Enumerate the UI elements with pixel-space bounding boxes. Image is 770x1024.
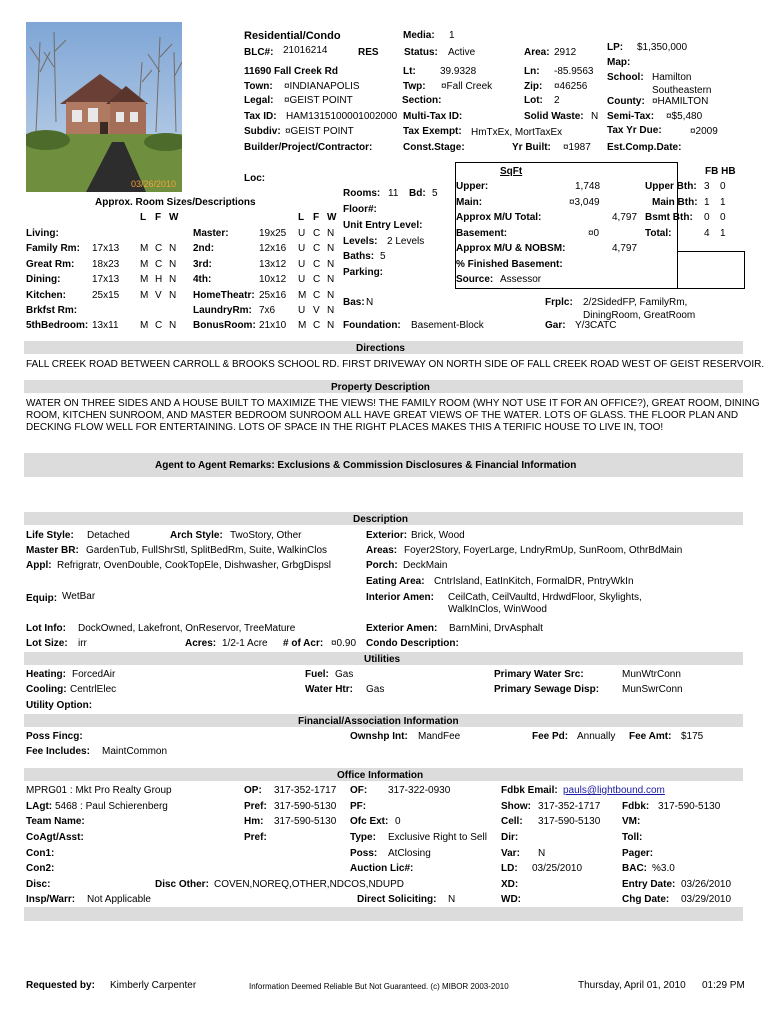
field-value: WetBar (62, 591, 96, 602)
field-value: ¤GEIST POINT (284, 95, 353, 106)
field-value: V (313, 305, 320, 316)
field-value: 2 Levels (387, 236, 425, 247)
field-label: Est.Comp.Date: (607, 142, 682, 153)
field-value: M (140, 274, 149, 285)
field-value: CentrlElec (70, 684, 117, 695)
field-label: XD: (501, 879, 519, 890)
field-value: M (298, 320, 307, 331)
field-label: Insp/Warr: (26, 894, 76, 905)
field-value: N (327, 305, 335, 316)
field-value: N (327, 228, 335, 239)
field-value: ROOM, KITCHEN SUNROOM, AND MASTER BEDROOM SUNROOM ALL HAVE GREAT VIEWS OF THE WATER. LOTS OF GLASS. THE FLOOR PLAN AND (26, 410, 739, 421)
field-label: Financial/Association Information (298, 716, 459, 727)
field-value: U (298, 259, 306, 270)
field-value: U (298, 243, 306, 254)
field-label: Tax Exempt: (403, 126, 462, 137)
field-value: HAM1315100001002000 (286, 111, 398, 122)
field-label: Lt: (403, 66, 416, 77)
photo-date-stamp: 03/26/2010 (130, 179, 176, 189)
field-value: C (155, 320, 163, 331)
field-value: 25x15 (92, 290, 120, 301)
field-value: U (298, 305, 306, 316)
field-label: Kitchen: (26, 290, 66, 301)
field-label: Tax Yr Due: (607, 125, 662, 136)
field-label: Utility Option: (26, 700, 93, 711)
field-label: Bsmt Bth: (645, 212, 693, 223)
field-value: 03/29/2010 (681, 894, 732, 905)
field-value: V (155, 290, 162, 301)
field-label: Con2: (26, 863, 55, 874)
field-value: ¤2009 (690, 126, 718, 137)
field-label: PF: (350, 801, 367, 812)
field-label: Section: (402, 95, 442, 106)
field-value: 1 (720, 228, 726, 239)
field-value: MunWtrConn (622, 669, 681, 680)
field-value: 5468 : Paul Schierenberg (55, 801, 168, 812)
field-value: N (327, 274, 335, 285)
field-label: Var: (501, 848, 520, 859)
field-label: Zip: (524, 81, 543, 92)
field-label: Arch Style: (170, 530, 223, 541)
field-value: AtClosing (388, 848, 431, 859)
field-value: C (155, 259, 163, 270)
field-label: Condo Description: (366, 638, 459, 649)
field-label: LD: (501, 863, 518, 874)
field-value: C (313, 290, 321, 301)
field-label: 4th: (193, 274, 212, 285)
field-value: 21x10 (259, 320, 287, 331)
field-value: C (313, 228, 321, 239)
field-value: C (313, 320, 321, 331)
field-label: Poss Fincg: (26, 731, 83, 742)
field-label: County: (607, 96, 645, 107)
field-label: School: (607, 72, 644, 83)
field-label: Exterior Amen: (366, 623, 438, 634)
field-value: TwoStory, Other (230, 530, 302, 541)
field-value: N (327, 243, 335, 254)
field-value: Hamilton (652, 72, 692, 83)
field-value: DockOwned, Lakefront, OnReservor, TreeMature (78, 623, 296, 634)
field-value: 13x11 (92, 320, 119, 331)
field-label: Team Name: (26, 816, 85, 827)
field-value: N (169, 320, 177, 331)
field-value: 0 (704, 212, 710, 223)
field-label: BAC: (622, 863, 647, 874)
field-label: 5thBedroom: (26, 320, 89, 331)
field-value: N (366, 297, 374, 308)
field-label: W (169, 212, 179, 223)
field-label: Semi-Tax: (607, 111, 655, 122)
field-label: Approx M/U Total: (456, 212, 542, 223)
field-label: Ln: (524, 66, 540, 77)
field-label: Approx M/U & NOBSM: (456, 243, 566, 254)
field-label: Legal: (244, 95, 274, 106)
field-value: M (140, 259, 149, 270)
field-value: N (169, 259, 177, 270)
field-value: ForcedAir (72, 669, 116, 680)
field-value: 317-322-0930 (388, 785, 451, 796)
field-label: Agent to Agent Remarks: Exclusions & Commission Disclosures & Financial Information (155, 460, 577, 471)
field-value: Gas (335, 669, 354, 680)
field-value: C (313, 274, 321, 285)
field-value: 17x13 (92, 243, 120, 254)
field-label: Main: (456, 197, 483, 208)
field-value: 317-590-5130 (274, 801, 337, 812)
field-value: 1/2-1 Acre (222, 638, 268, 649)
field-value: Refrigratr, OvenDouble, CookTopEle, Dishwasher, GrbgDispsl (57, 560, 332, 571)
field-value: 4,797 (612, 243, 638, 254)
field-value: $1,350,000 (637, 42, 688, 53)
field-label: Disc: (26, 879, 51, 890)
field-value: C (313, 259, 321, 270)
field-value: ¤1987 (563, 142, 591, 153)
field-value: CntrIsland, EatInKitch, FormalDR, PntryWkIn (434, 576, 634, 587)
field-label: FB HB (705, 166, 736, 177)
field-value: 25x16 (259, 290, 287, 301)
field-value: 1 (704, 197, 710, 208)
field-label: Type: (350, 832, 376, 843)
field-label: Water Htr: (305, 684, 353, 695)
field-value: Y/3CATC (575, 320, 617, 331)
field-label: Entry Date: (622, 879, 676, 890)
field-value: M (298, 290, 307, 301)
field-label: Exterior: (366, 530, 408, 541)
field-value: ¤3,049 (569, 197, 600, 208)
field-value: Assessor (500, 274, 542, 285)
field-value: MaintCommon (102, 746, 168, 757)
field-label: Auction Lic#: (350, 863, 414, 874)
field-label: Cooling: (26, 684, 67, 695)
field-value: WalkInClos, WinWood (448, 604, 547, 615)
field-label: Frplc: (545, 297, 573, 308)
field-label: Main Bth: (652, 197, 698, 208)
field-label: LAgt: (26, 801, 53, 812)
field-value: C (155, 243, 163, 254)
field-value: DeckMain (403, 560, 448, 571)
field-value: 03/25/2010 (532, 863, 583, 874)
field-value: 10x12 (259, 274, 287, 285)
field-label: Area: (524, 47, 550, 58)
field-label: Upper: (456, 181, 489, 192)
field-value: 1,748 (575, 181, 601, 192)
field-value: 317-590-5130 (658, 801, 721, 812)
field-value: N (327, 320, 335, 331)
field-label: HomeTheatr: (193, 290, 255, 301)
field-value: ¤46256 (554, 81, 588, 92)
field-value: N (169, 290, 177, 301)
field-value: ¤Fall Creek (441, 81, 493, 92)
field-label: Bd: (409, 188, 426, 199)
field-value: N (169, 243, 177, 254)
field-label: Subdiv: (244, 126, 281, 137)
field-value: U (298, 228, 306, 239)
field-value: -85.9563 (554, 66, 594, 77)
field-value: Not Applicable (87, 894, 151, 905)
field-value: ¤INDIANAPOLIS (284, 81, 360, 92)
field-value: ¤0.90 (331, 638, 357, 649)
field-label: Gar: (545, 320, 566, 331)
field-value: N (327, 259, 335, 270)
field-label: Town: (244, 81, 273, 92)
field-value: M (140, 290, 149, 301)
field-label: Basement: (456, 228, 508, 239)
field-label: Requested by: (26, 980, 95, 991)
field-label: Tax ID: (244, 111, 277, 122)
field-label: Equip: (26, 593, 58, 604)
field-label: Master: (193, 228, 229, 239)
field-label: Dining: (26, 274, 61, 285)
field-label: Poss: (350, 848, 378, 859)
field-value: ¤HAMILTON (652, 96, 709, 107)
field-label: Disc Other: (155, 879, 209, 890)
field-label: Source: (456, 274, 494, 285)
field-value: $175 (681, 731, 704, 742)
field-value: 11 (388, 188, 399, 199)
field-value: M (140, 320, 149, 331)
field-label: Show: (501, 801, 531, 812)
field-label: Rooms: (343, 188, 381, 199)
field-value: Annually (577, 731, 616, 742)
field-value: ¤$5,480 (666, 111, 703, 122)
field-label: 2nd: (193, 243, 215, 254)
field-label: Primary Water Src: (494, 669, 584, 680)
field-label: Yr Built: (512, 142, 551, 153)
field-value: CeilCath, CeilVaultd, HrdwdFloor, Skylights, (448, 592, 642, 603)
field-label: Fdbk: (622, 801, 650, 812)
field-label: Residential/Condo (244, 30, 341, 42)
field-label: Office Information (337, 770, 424, 781)
field-value: N (591, 111, 599, 122)
field-label: Bas: (343, 297, 365, 308)
field-value: 21016214 (283, 45, 328, 56)
field-label: # of Acr: (283, 638, 324, 649)
field-label: F (155, 212, 162, 223)
field-label: Const.Stage: (403, 142, 465, 153)
field-value: N (327, 290, 335, 301)
field-value: Southeastern (652, 85, 712, 96)
field-label: Direct Soliciting: (357, 894, 437, 905)
field-label: Floor#: (343, 204, 377, 215)
field-label: Property Description (331, 382, 430, 393)
field-label: 11690 Fall Creek Rd (244, 66, 338, 77)
field-value: Information Deemed Reliable But Not Guaranteed. (c) MIBOR 2003-2010 (249, 982, 509, 991)
field-label: % Finished Basement: (456, 259, 563, 270)
field-label: Levels: (343, 236, 378, 247)
field-value: U (298, 274, 306, 285)
field-value: 3 (704, 181, 710, 192)
field-value: 2/2SidedFP, FamilyRm, (583, 297, 688, 308)
field-label: OF: (350, 785, 368, 796)
field-value: irr (78, 638, 87, 649)
field-label: Fuel: (305, 669, 329, 680)
field-value: 1 (449, 30, 455, 41)
field-value: N (448, 894, 456, 905)
field-label: LP: (607, 42, 624, 53)
field-label: Ownshp Int: (350, 731, 408, 742)
field-label: LaundryRm: (193, 305, 252, 316)
field-label: Pref: (244, 801, 267, 812)
field-label: Interior Amen: (366, 592, 434, 603)
field-label: RES (358, 47, 379, 58)
field-value: 4,797 (612, 212, 638, 223)
field-label: Ofc Ext: (350, 816, 389, 827)
field-label: Acres: (185, 638, 217, 649)
field-value: 5 (380, 251, 386, 262)
field-label: 3rd: (193, 259, 212, 270)
field-value: Basement-Block (411, 320, 484, 331)
field-label: Eating Area: (366, 576, 425, 587)
field-label: OP: (244, 785, 262, 796)
field-label: Dir: (501, 832, 519, 843)
field-label: Great Rm: (26, 259, 75, 270)
field-label: WD: (501, 894, 521, 905)
field-value: HmTxEx, MortTaxEx (471, 127, 563, 138)
field-label: VM: (622, 816, 641, 827)
field-value: Kimberly Carpenter (110, 980, 197, 991)
field-label: Fdbk Email: (501, 785, 558, 796)
field-label: Pager: (622, 848, 654, 859)
field-value: 0 (720, 212, 726, 223)
field-value: BarnMini, DrvAsphalt (449, 623, 543, 634)
field-label: Description (353, 514, 409, 525)
field-label: Living: (26, 228, 59, 239)
field-label: Lot: (524, 95, 543, 106)
field-label: Builder/Project/Contractor: (244, 142, 373, 153)
field-value: MunSwrConn (622, 684, 683, 695)
field-value: 2912 (554, 47, 577, 58)
field-value: C (313, 243, 321, 254)
field-label: Multi-Tax ID: (403, 111, 463, 122)
field-value: 03/26/2010 (681, 879, 732, 890)
property-photo (26, 22, 182, 192)
field-label: Pref: (244, 832, 267, 843)
field-label: Hm: (244, 816, 264, 827)
field-label: SqFt (500, 166, 523, 177)
field-value: Active (448, 47, 476, 58)
field-value: 2 (554, 95, 560, 106)
field-value: 39.9328 (440, 66, 477, 77)
field-value: 0 (720, 181, 726, 192)
field-label: Solid Waste: (524, 111, 584, 122)
field-label: Porch: (366, 560, 398, 571)
field-value: H (155, 274, 163, 285)
field-value: N (538, 848, 546, 859)
field-value: N (169, 274, 177, 285)
field-label: Fee Includes: (26, 746, 90, 757)
field-value: 13x12 (259, 259, 287, 270)
field-label: Unit Entry Level: (343, 220, 423, 231)
field-label: Lot Size: (26, 638, 68, 649)
field-label: Twp: (403, 81, 426, 92)
field-label: Media: (403, 30, 435, 41)
field-value: Gas (366, 684, 385, 695)
field-value: 19x25 (259, 228, 287, 239)
field-label: Heating: (26, 669, 66, 680)
section-bar (24, 907, 743, 921)
field-label: Appl: (26, 560, 52, 571)
field-value: 5 (432, 188, 438, 199)
field-value: M (140, 243, 149, 254)
field-value: Brick, Wood (411, 530, 465, 541)
field-label: W (327, 212, 337, 223)
field-label: Upper Bth: (645, 181, 697, 192)
field-label: Life Style: (26, 530, 74, 541)
field-label: Approx. Room Sizes/Descriptions (95, 197, 256, 208)
field-value: FALL CREEK ROAD BETWEEN CARROLL & BROOKS SCHOOL RD. FIRST DRIVEWAY ON NORTH SIDE OF FALL CREEK ROAD WEST OF GEIST RESERVOIR. (26, 359, 765, 370)
field-value: 4 (704, 228, 710, 239)
field-value: GardenTub, FullShrStl, SplitBedRm, Suite, WalkinClos (86, 545, 328, 556)
field-value: COVEN,NOREQ,OTHER,NDCOS,NDUPD (214, 879, 405, 890)
field-label: L (298, 212, 305, 223)
field-label: Baths: (343, 251, 375, 262)
field-label: Total: (645, 228, 672, 239)
field-label: Parking: (343, 267, 384, 278)
field-value: 18x23 (92, 259, 120, 270)
field-label: Primary Sewage Disp: (494, 684, 600, 695)
field-label: Utilities (364, 654, 401, 665)
field-value: 317-590-5130 (538, 816, 601, 827)
field-label: L (140, 212, 147, 223)
border-box (677, 251, 745, 289)
field-value: Thursday, April 01, 2010 (578, 980, 686, 991)
field-label: Loc: (244, 173, 266, 184)
field-value: MandFee (418, 731, 461, 742)
field-value: ¤0 (588, 228, 600, 239)
field-value: DECKING FLOW WELL FOR ENTERTAINING. LOTS OF SPACE IN THE RIGHT PLACES MAKES THIS A TERIFIC HOUSE TO LIVE IN, TOO! (26, 422, 664, 433)
field-value: 17x13 (92, 274, 120, 285)
field-value: Foyer2Story, FoyerLarge, LndryRmUp, SunRoom, OthrBdMain (404, 545, 683, 556)
field-label: F (313, 212, 320, 223)
field-value: 01:29 PM (702, 980, 745, 991)
field-label: Toll: (622, 832, 643, 843)
field-label: Areas: (366, 545, 398, 556)
field-label: Map: (607, 57, 631, 68)
field-value: 1 (720, 197, 726, 208)
field-label: Status: (404, 47, 438, 58)
field-value: 7x6 (259, 305, 276, 316)
field-label: BLC#: (244, 47, 274, 58)
field-value: Exclusive Right to Sell (388, 832, 487, 843)
field-value: 0 (395, 816, 401, 827)
field-value: DiningRoom, GreatRoom (583, 310, 696, 321)
field-value: 317-590-5130 (274, 816, 337, 827)
field-value: 317-352-1717 (274, 785, 337, 796)
field-label: Lot Info: (26, 623, 66, 634)
field-label: Master BR: (26, 545, 79, 556)
field-label: Con1: (26, 848, 55, 859)
field-value: Detached (87, 530, 130, 541)
field-label: Family Rm: (26, 243, 80, 254)
field-label: Fee Pd: (532, 731, 569, 742)
field-label: Chg Date: (622, 894, 670, 905)
field-value: ¤GEIST POINT (285, 126, 354, 137)
field-value: 12x16 (259, 243, 287, 254)
field-label: Brkfst Rm: (26, 305, 78, 316)
field-value: %3.0 (652, 863, 675, 874)
field-label: CoAgt/Asst: (26, 832, 84, 843)
field-label: Fee Amt: (629, 731, 672, 742)
field-label: BonusRoom: (193, 320, 256, 331)
field-label: Directions (356, 343, 405, 354)
field-label: Cell: (501, 816, 523, 827)
email-link[interactable]: pauls@lightbound.com (563, 785, 665, 796)
field-label: Foundation: (343, 320, 401, 331)
field-value: WATER ON THREE SIDES AND A HOUSE BUILT TO MAXIMIZE THE VIEWS! THE FAMILY ROOM (WHY NOT USE IT FOR AN OFFICE?), GREAT ROOM, DINING (26, 398, 760, 409)
field-value: MPRG01 : Mkt Pro Realty Group (26, 785, 172, 796)
field-value: 317-352-1717 (538, 801, 601, 812)
